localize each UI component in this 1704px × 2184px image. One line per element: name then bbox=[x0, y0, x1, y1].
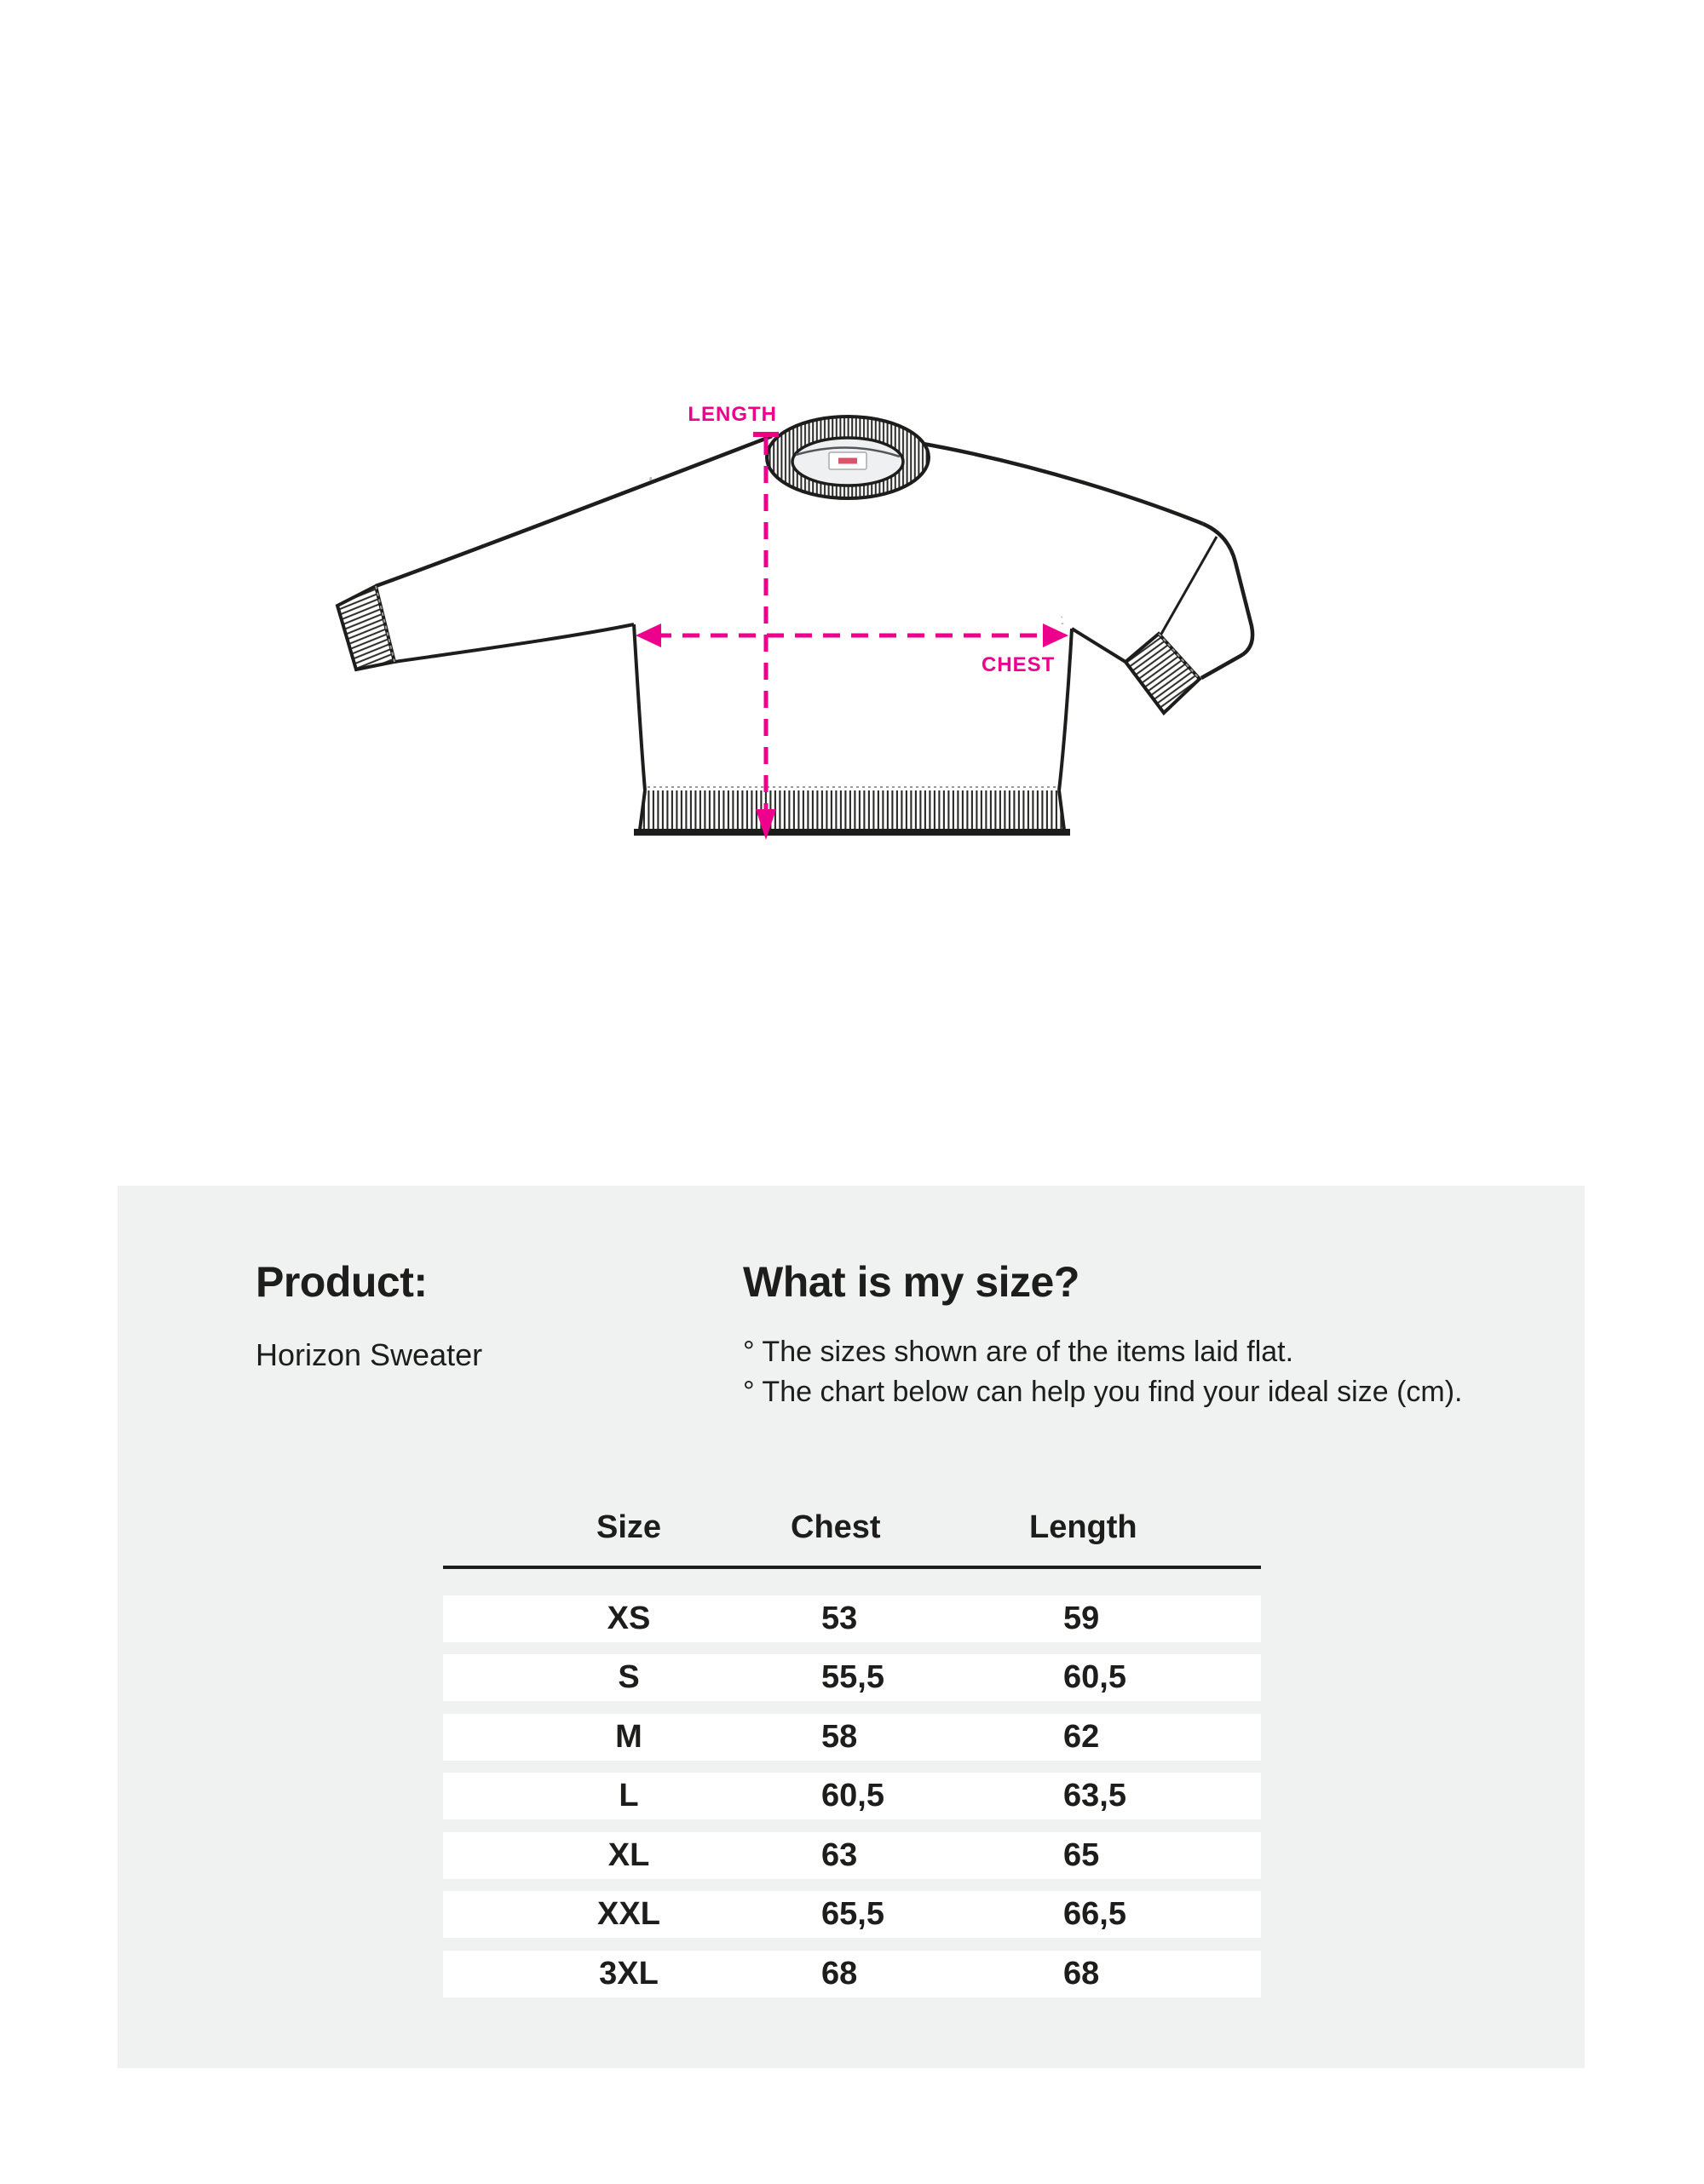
cell-length: 59 bbox=[1063, 1601, 1100, 1636]
sweater-illustration bbox=[315, 383, 1269, 852]
table-row bbox=[443, 1891, 1261, 1938]
size-help-notes bbox=[743, 1332, 1463, 1412]
cell-length: 60,5 bbox=[1063, 1659, 1126, 1695]
size-note: ° The chart below can help you find your ideal size (cm). bbox=[743, 1376, 1463, 1408]
length-label: LENGTH bbox=[688, 403, 777, 426]
cell-chest: 55,5 bbox=[821, 1659, 884, 1695]
cell-size: XXL bbox=[597, 1896, 660, 1932]
cell-chest: 68 bbox=[821, 1956, 858, 1991]
sweater-diagram bbox=[315, 383, 1269, 852]
table-row bbox=[443, 1951, 1261, 1997]
cell-length: 65 bbox=[1063, 1837, 1100, 1873]
table-row bbox=[443, 1832, 1261, 1879]
table-header-rule bbox=[443, 1566, 1261, 1569]
cell-size: XL bbox=[607, 1837, 650, 1873]
column-header-chest: Chest bbox=[791, 1509, 881, 1545]
product-name: Horizon Sweater bbox=[256, 1337, 483, 1372]
cell-length: 62 bbox=[1063, 1719, 1100, 1755]
cell-size: L bbox=[619, 1778, 639, 1813]
cell-length: 68 bbox=[1063, 1956, 1100, 1991]
cell-length: 66,5 bbox=[1063, 1896, 1126, 1932]
cell-size: 3XL bbox=[599, 1956, 659, 1991]
column-header-length: Length bbox=[1029, 1509, 1137, 1545]
hem-ribbing bbox=[634, 787, 1070, 832]
size-help-heading: What is my size? bbox=[743, 1258, 1079, 1306]
table-row bbox=[443, 1773, 1261, 1819]
cell-size: S bbox=[618, 1659, 640, 1695]
cell-chest: 58 bbox=[821, 1719, 858, 1755]
table-row bbox=[443, 1714, 1261, 1761]
cell-chest: 65,5 bbox=[821, 1896, 884, 1932]
table-row bbox=[443, 1654, 1261, 1701]
size-guide-panel bbox=[118, 1186, 1585, 2068]
cell-size: M bbox=[615, 1719, 642, 1755]
size-note: ° The sizes shown are of the items laid flat. bbox=[743, 1336, 1294, 1368]
table-row bbox=[443, 1595, 1261, 1642]
neck-label-tag bbox=[829, 452, 866, 469]
product-heading: Product: bbox=[256, 1258, 428, 1306]
chest-label: CHEST bbox=[982, 653, 1056, 676]
collar bbox=[767, 417, 929, 498]
cell-chest: 63 bbox=[821, 1837, 858, 1873]
column-header-size: Size bbox=[596, 1509, 662, 1545]
cell-chest: 60,5 bbox=[821, 1778, 884, 1813]
cell-length: 63,5 bbox=[1063, 1778, 1126, 1813]
cell-size: XS bbox=[607, 1601, 651, 1636]
cell-chest: 53 bbox=[821, 1601, 858, 1636]
